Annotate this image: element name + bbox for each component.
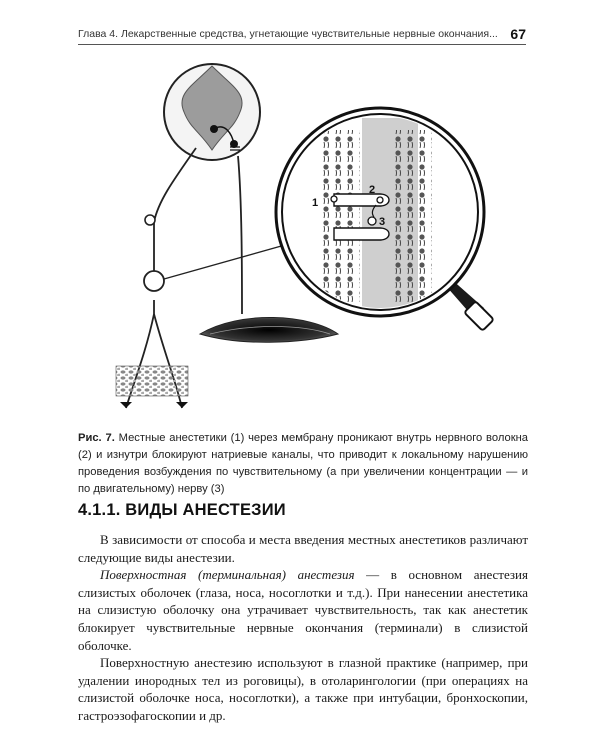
spinal-cord-section [164, 64, 260, 160]
nerve-focus-circle [144, 271, 164, 291]
paragraph-2 [78, 566, 528, 654]
body-text [78, 531, 528, 725]
section-heading: 4.1.1. ВИДЫ АНЕСТЕЗИИ [78, 501, 286, 519]
header-rule [78, 44, 526, 45]
mucosa-tissue [116, 366, 188, 408]
magnifier [276, 108, 494, 331]
label-1: 1 [312, 197, 319, 209]
caption-text: Местные анестетики (1) через мембрану проникают внутрь нервного волокна (2) и изнутри блокируют натриевые каналы, что приводит к локальному нарушению проведения возбуждения по чувствительному (а при увеличении концентрации — и по двигательному) нерву (3) [78, 432, 529, 495]
term-surface-anesthesia: Поверхностная (терминальная) анестезия [100, 567, 355, 583]
muscle-icon [200, 317, 338, 342]
ganglion-small [145, 215, 155, 225]
paragraph-1: В зависимости от способа и места введения местных анестетиков различают следующие виды анестезии. [78, 532, 528, 565]
figure-nerve-anesthetic-diagram [80, 52, 530, 424]
running-header: Глава 4. Лекарственные средства, угнетающие чувствительные нервные окончания... [78, 28, 498, 40]
figure-illustration [80, 52, 530, 424]
page-number: 67 [510, 26, 526, 42]
caption-label: Рис. 7. [78, 432, 115, 444]
label-2: 2 [369, 184, 376, 196]
label-3: 3 [379, 216, 386, 228]
pointer-arrow [164, 243, 292, 279]
figure-caption [78, 430, 528, 498]
paragraph-3: Поверхностную анестезию используют в глазной практике (например, при удалении инородных тел из роговицы), в отоларингологии (при операциях на слизистой оболочке носа, носоглотки), а также при интубации, бронхоскопии, гастроэзофагоскопии и др. [78, 655, 528, 723]
paragraph-2-text: — в основном анестезия слизистых оболочек (глаза, носа, носоглотки и т.д.). При нанесении анестетика на слизистую оболочку она утрачивает чувствительность, так как анестетик блокирует чувствительные нервные окончания (терминали) в слизистой оболочке. [78, 567, 528, 653]
